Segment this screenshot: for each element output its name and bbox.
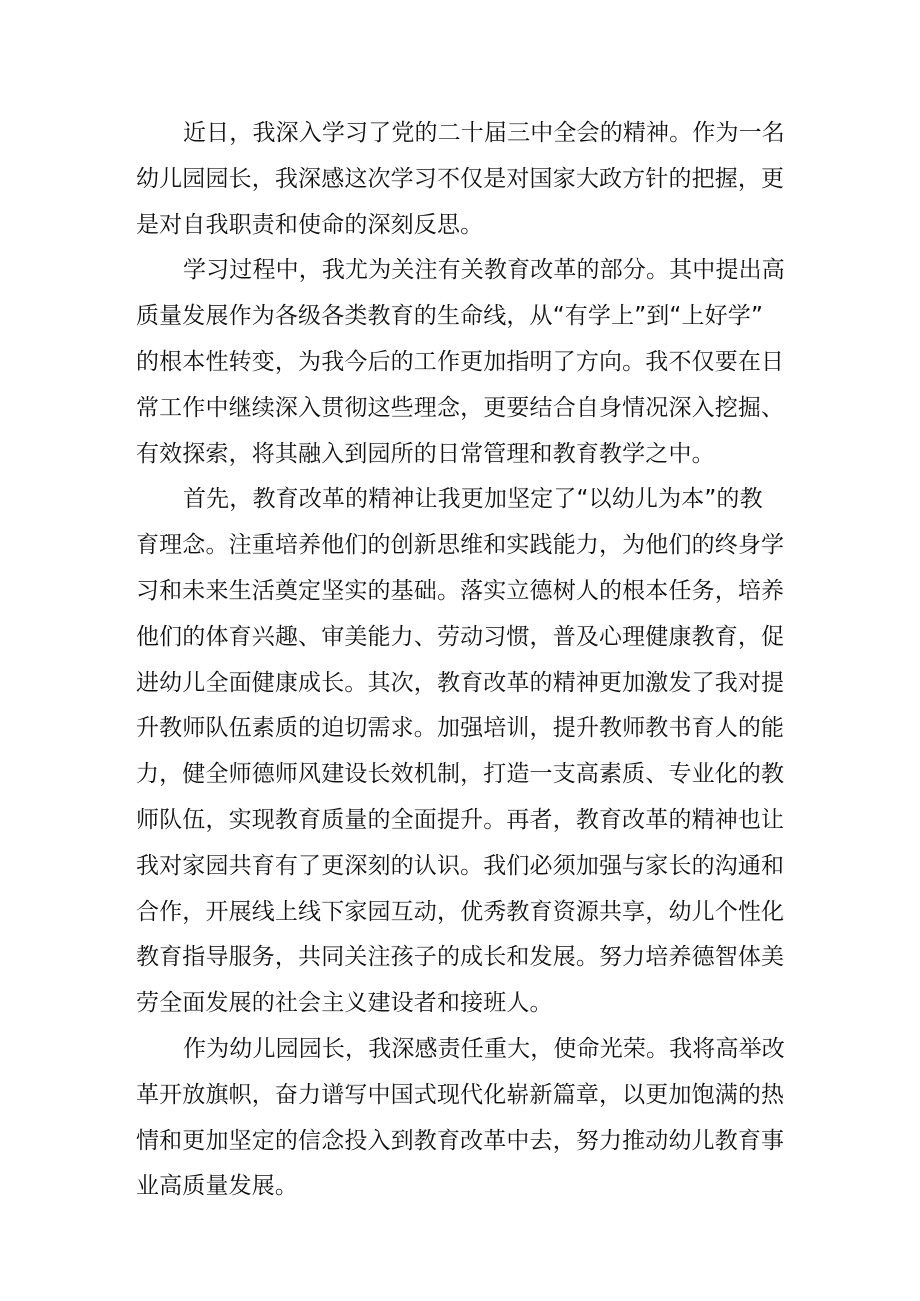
text-line: 是对自我职责和使命的深刻反思。 <box>136 211 484 238</box>
paragraph-1 <box>136 111 792 248</box>
text-line: 情和更加坚定的信念投入到教育改革中去，努力推动幼儿教育事 <box>136 1127 785 1154</box>
text-line: 师队伍，实现教育质量的全面提升。再者，教育改革的精神也让 <box>136 806 785 833</box>
text-line: 进幼儿全面健康成长。其次，教育改革的精神更加激发了我对提 <box>136 669 785 696</box>
text-line: 力，健全师德师风建设长效机制，打造一支高素质、专业化的教 <box>136 761 785 788</box>
text-line: 作为幼儿园园长，我深感责任重大，使命光荣。我将高举改 <box>183 1035 785 1062</box>
paragraph-3 <box>136 477 792 1027</box>
text-line: 我对家园共育有了更深刻的认识。我们必须加强与家长的沟通和 <box>136 852 785 879</box>
text-line: 近日，我深入学习了党的二十届三中全会的精神。作为一名 <box>183 120 785 146</box>
text-line: 学习过程中，我尤为关注有关教育改革的部分。其中提出高 <box>183 257 785 284</box>
text-line: 他们的体育兴趣、审美能力、劳动习惯，普及心理健康教育，促 <box>136 623 785 650</box>
text-line: 质量发展作为各级各类教育的生命线，从“有学上”到“上好学” <box>136 303 764 330</box>
paragraph-4 <box>136 1027 792 1210</box>
text-line: 育理念。注重培养他们的创新思维和实践能力，为他们的终身学 <box>136 532 785 559</box>
text-line: 的根本性转变，为我今后的工作更加指明了方向。我不仅要在日 <box>136 348 785 375</box>
paragraph-2 <box>136 248 792 477</box>
text-line: 劳全面发展的社会主义建设者和接班人。 <box>136 990 553 1017</box>
text-line: 教育指导服务，共同关注孩子的成长和发展。努力培养德智体美 <box>136 944 785 971</box>
text-line: 合作，开展线上线下家园互动，优秀教育资源共享，幼儿个性化 <box>136 898 785 925</box>
document-body <box>136 111 792 1210</box>
text-line: 有效探索，将其融入到园所的日常管理和教育教学之中。 <box>136 440 715 467</box>
text-line: 升教师队伍素质的迫切需求。加强培训，提升教师教书育人的能 <box>136 715 785 742</box>
text-line: 业高质量发展。 <box>136 1173 299 1200</box>
text-line: 革开放旗帜，奋力谱写中国式现代化崭新篇章，以更加饱满的热 <box>136 1081 785 1108</box>
text-line: 习和未来生活奠定坚实的基础。落实立德树人的根本任务，培养 <box>136 577 785 604</box>
text-line: 首先，教育改革的精神让我更加坚定了“以幼儿为本”的教 <box>183 486 763 513</box>
text-line: 常工作中继续深入贯彻这些理念，更要结合自身情况深入挖掘、 <box>136 394 785 421</box>
text-line: 幼儿园园长，我深感这次学习不仅是对国家大政方针的把握，更 <box>136 165 785 192</box>
